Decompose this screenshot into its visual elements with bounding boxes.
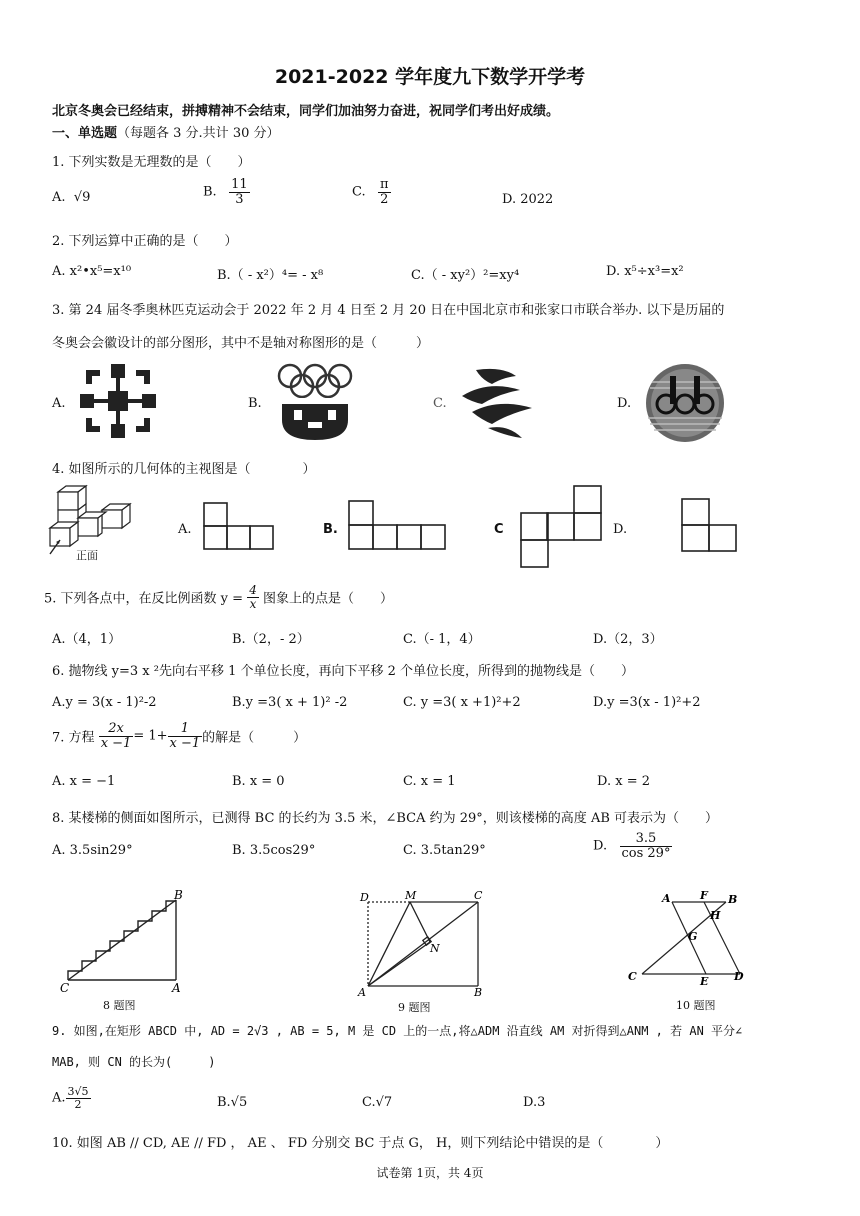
figure-8-caption: 8 题图 bbox=[103, 999, 136, 1012]
section-note: （每题各 3 分.共计 30 分） bbox=[117, 126, 280, 141]
svg-text:N: N bbox=[430, 942, 440, 955]
q4-stem: 4. 如图所示的几何体的主视图是（ ） bbox=[52, 462, 316, 477]
q3-label-a: A. bbox=[52, 396, 66, 411]
figure-10-caption: 10 题图 bbox=[676, 999, 716, 1012]
q1-option-c: C. $\frac{\pi}{2}$ bbox=[352, 177, 389, 207]
q5-option-a: A.（4，1） bbox=[52, 632, 122, 647]
section-heading bbox=[52, 122, 280, 141]
q7-option-a: A. x = −1 bbox=[52, 774, 116, 789]
q7-option-d: D. x = 2 bbox=[597, 774, 650, 789]
q4-option-a-figure bbox=[203, 502, 275, 552]
svg-text:B: B bbox=[474, 986, 483, 999]
svg-text:A: A bbox=[358, 986, 366, 999]
q7-option-b: B. x = 0 bbox=[232, 774, 285, 789]
svg-text:G: G bbox=[688, 930, 698, 943]
emblem-c-image bbox=[458, 366, 538, 442]
q2-option-b: B.（ - x²）⁴= - x⁸ bbox=[217, 268, 324, 283]
svg-text:M: M bbox=[405, 889, 417, 902]
q9-option-b: B.√5 bbox=[217, 1095, 248, 1110]
q9-option-d: D.3 bbox=[523, 1095, 546, 1110]
q5-option-b: B.（2，- 2） bbox=[232, 632, 310, 647]
svg-text:C: C bbox=[474, 889, 483, 902]
q9-option-a: A. $\frac{3√5}{2}$ bbox=[52, 1085, 89, 1111]
q2-stem: 2. 下列运算中正确的是（ ） bbox=[52, 234, 238, 249]
q5-stem: 5. 下列各点中，在反比例函数 y = $\frac{4}{x}$ 图象上的点是（ ） bbox=[44, 583, 393, 611]
svg-text:A: A bbox=[662, 892, 671, 905]
q3-stem-line2: 冬奥会会徽设计的部分图形，其中不是轴对称图形的是（ ） bbox=[52, 336, 430, 351]
q7-option-c: C. x = 1 bbox=[403, 774, 456, 789]
q10-stem: 10. 如图 AB // CD, AE // FD ， AE 、 FD 分别交 BC 于点 G， H，则下列结论中错误的是（ ） bbox=[52, 1136, 669, 1151]
section-title: 一、单选题 bbox=[52, 126, 118, 141]
q3-label-b: B. bbox=[248, 396, 262, 411]
q8-option-c: C. 3.5tan29° bbox=[403, 843, 486, 858]
q4-label-b: B. bbox=[323, 522, 338, 537]
q4-option-b-figure bbox=[348, 500, 448, 552]
q1-option-d: D. 2022 bbox=[502, 192, 554, 207]
svg-text:E: E bbox=[700, 975, 709, 988]
q6-stem: 6. 抛物线 y=3 x ²先向右平移 1 个单位长度，再向下平移 2 个单位长度，所得到的抛物线是（ ） bbox=[52, 664, 635, 679]
figure-8-staircase bbox=[58, 890, 198, 1000]
q5-option-d: D.（2，3） bbox=[593, 632, 663, 647]
q6-option-d: D.y =3(x - 1)²+2 bbox=[593, 695, 701, 710]
motto: 北京冬奥会已经结束，拼搏精神不会结束，同学们加油努力奋进，祝同学们考出好成绩。 bbox=[52, 104, 560, 119]
q4-label-a: A. bbox=[178, 522, 192, 537]
q4-option-d-figure bbox=[681, 498, 739, 552]
q4-option-c-figure bbox=[520, 485, 604, 567]
svg-text:C: C bbox=[628, 970, 637, 983]
page-title: 2021-2022 学年度九下数学开学考 bbox=[274, 66, 586, 88]
q1-option-b: B. $\frac{11}{3}$ bbox=[203, 177, 248, 207]
page-footer: 试卷第 1页，共 4页 bbox=[376, 1166, 484, 1180]
q4-label-d: D. bbox=[613, 522, 628, 537]
svg-text:D: D bbox=[734, 970, 744, 983]
q2-option-d: D. x⁵÷x³=x² bbox=[606, 264, 684, 279]
q2-option-c: C.（ - xy²）²=xy⁴ bbox=[411, 268, 520, 283]
q9-stem-line1: 9. 如图,在矩形 ABCD 中, AD = 2√3 , AB = 5, M 是 CD 上的一点,将△ADM 沿直线 AM 对折得到△ANM , 若 AN 平分∠ bbox=[52, 1024, 743, 1038]
q8-option-b: B. 3.5cos29° bbox=[232, 843, 316, 858]
q3-label-c: C. bbox=[433, 396, 447, 411]
emblem-d-image bbox=[644, 362, 726, 444]
svg-text:F: F bbox=[700, 889, 708, 902]
figure-10-parallel-lines bbox=[622, 890, 752, 990]
q6-option-c: C. y =3( x +1)²+2 bbox=[403, 695, 521, 710]
q4-label-c: C bbox=[494, 522, 504, 537]
q8-option-d: D. $\frac{3.5}{\cos 29^\circ}$ bbox=[593, 831, 671, 861]
q6-option-a: A.y = 3(x - 1)²-2 bbox=[52, 695, 157, 710]
q3-label-d: D. bbox=[617, 396, 632, 411]
q6-option-b: B.y =3( x + 1)² -2 bbox=[232, 695, 348, 710]
q3-stem-line1: 3. 第 24 届冬季奥林匹克运动会于 2022 年 2 月 4 日至 2 月 20 日在中国北京市和张家口市联合举办. 以下是历届的 bbox=[52, 303, 725, 318]
svg-text:H: H bbox=[710, 909, 721, 922]
q8-stem: 8. 某楼梯的侧面如图所示，已测得 BC 的长约为 3.5 米，∠BCA 约为 29°，则该楼梯的高度 AB 可表示为（ ） bbox=[52, 811, 719, 826]
figure-9-rectangle bbox=[352, 888, 492, 1003]
figure-9-caption: 9 题图 bbox=[398, 1001, 431, 1014]
svg-text:D: D bbox=[360, 891, 369, 904]
q1-stem: 1. 下列实数是无理数的是（ ） bbox=[52, 155, 251, 170]
emblem-a-image bbox=[78, 362, 158, 440]
q4-front-label: 正面 bbox=[76, 549, 98, 562]
emblem-b-image bbox=[272, 362, 358, 442]
q9-stem-line2: MAB, 则 CN 的长为( ) bbox=[52, 1055, 216, 1069]
q2-option-a: A. x²•x⁵=x¹⁰ bbox=[52, 264, 132, 279]
svg-text:B: B bbox=[174, 888, 183, 902]
svg-text:B: B bbox=[728, 893, 738, 906]
q8-option-a: A. 3.5sin29° bbox=[52, 843, 133, 858]
q7-stem: 7. 方程 $\frac{2x}{x -1}$ = 1+ $\frac{1}{x -1}$ 的解是（ ） bbox=[52, 721, 307, 751]
q5-option-c: C.（- 1，4） bbox=[403, 632, 481, 647]
q1-option-a: A. √9 bbox=[52, 190, 91, 205]
svg-text:A: A bbox=[172, 981, 181, 995]
q9-option-c: C.√7 bbox=[362, 1095, 393, 1110]
svg-text:C: C bbox=[60, 981, 70, 995]
